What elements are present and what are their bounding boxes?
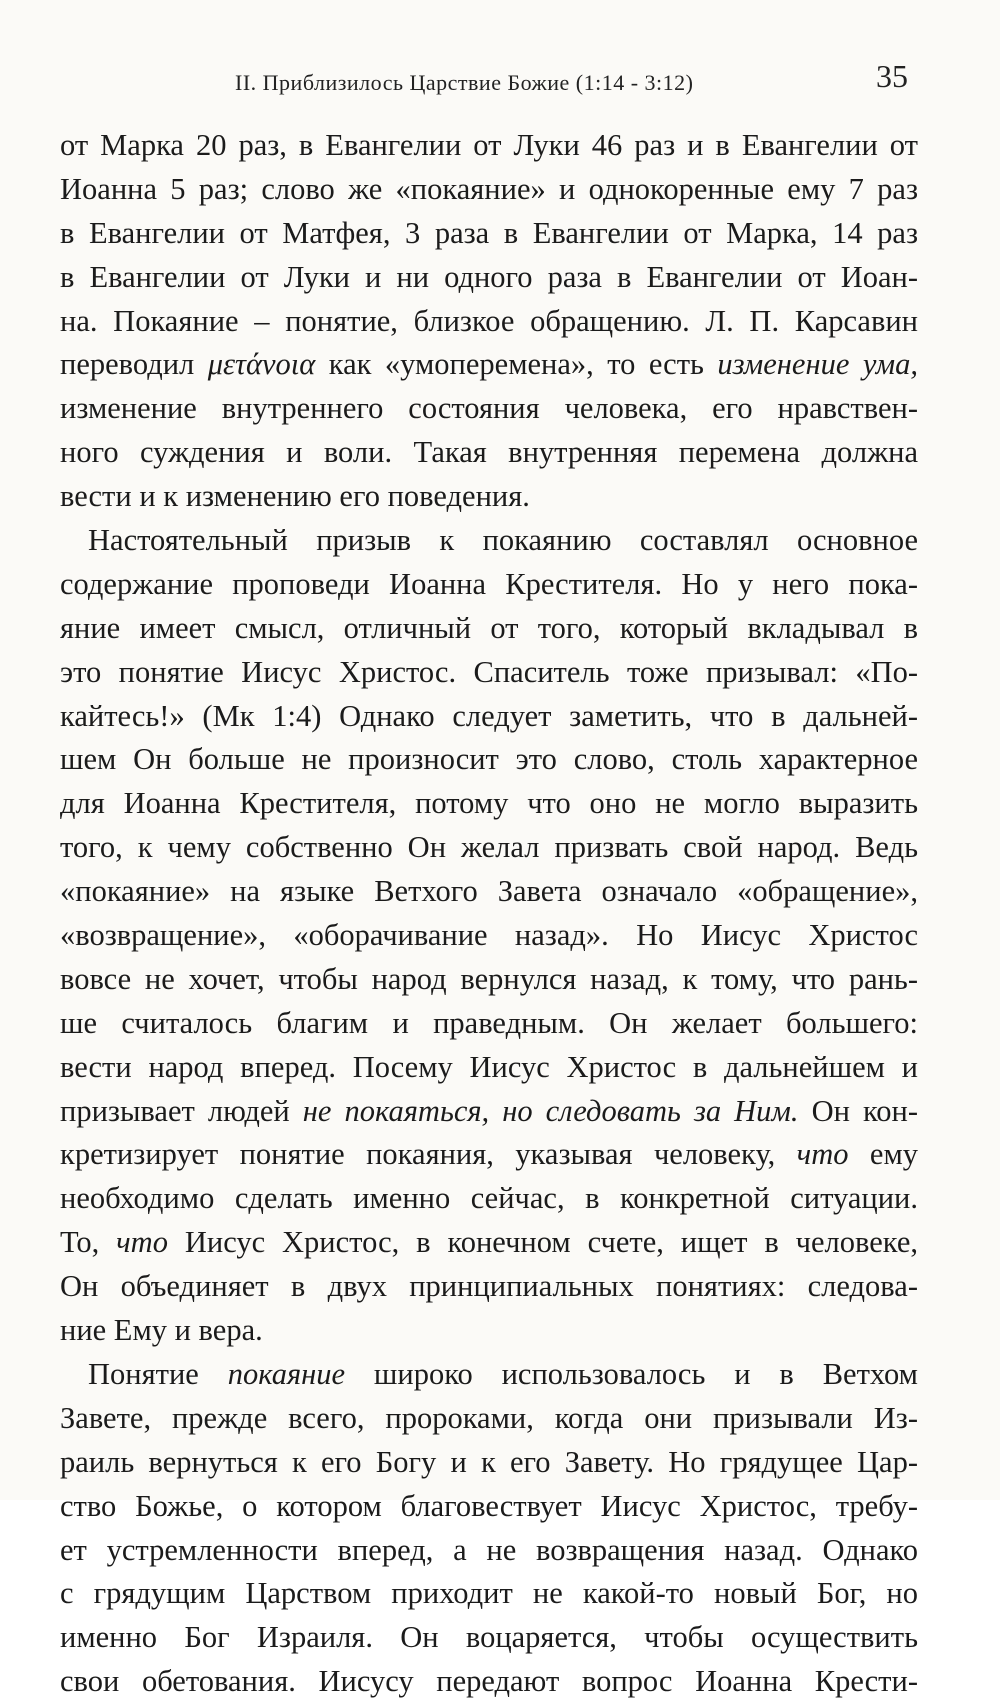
body-text (60, 124, 918, 1704)
page-number: 35 (876, 58, 908, 94)
text-line: «покаяние» на языке Ветхого Завета означало «обращение», (60, 874, 918, 909)
text-line: на. Покаяние – понятие, близкое обращению. Л. П. Карсавин (60, 303, 918, 338)
text-line: содержание проповеди Иоанна Крестителя. Но у него пока- (60, 566, 918, 601)
text-line: ство Божье, о котором благовествует Иисус Христос, требу- (60, 1488, 918, 1523)
text-line: в Евангелии от Матфея, 3 раза в Евангелии от Марка, 14 раз (60, 215, 918, 250)
text-line (60, 1221, 918, 1265)
text-run: кретизирует понятие покаяния, указывая человеку, (60, 1137, 797, 1172)
text-line: для Иоанна Крестителя, потому что оно не могло выразить (60, 786, 918, 821)
italic-word: покаяние (227, 1356, 346, 1391)
text-line: раиль вернуться к его Богу и к его Завету. Но грядущее Цар- (60, 1444, 918, 1479)
text-line: необходимо сделать именно сейчас, в конкретной ситуации. (60, 1181, 918, 1216)
text-line: шем Он больше не произносит это слово, столь характерное (60, 742, 918, 777)
paragraph (60, 519, 918, 1353)
text-line: Он объединяет в двух принципиальных понятиях: следова- (60, 1269, 918, 1304)
text-line: ного суждения и воли. Такая внутренняя перемена должна (60, 435, 918, 470)
text-run: Понятие (88, 1356, 228, 1391)
text-line: кайтесь!» (Мк 1:4) Однако следует заметить, что в дальней- (60, 698, 918, 733)
text-line: ше считалось благим и праведным. Он желает большего: (60, 1005, 918, 1040)
text-line: Иоанна 5 раз; слово же «покаяние» и однокоренные ему 7 раз (60, 171, 918, 206)
text-line: вовсе не хочет, чтобы народ вернулся назад, к тому, что рань- (60, 961, 918, 996)
italic-term: μετάνοια (207, 347, 316, 382)
text-line: в Евангелии от Луки и ни одного раза в Евангелии от Иоан- (60, 259, 918, 294)
italic-word: что (116, 1225, 168, 1260)
text-run: переводил (60, 347, 208, 382)
text-run: широко использовалось и в Ветхом (345, 1356, 918, 1391)
text-line: свои обетования. Иисусу передают вопрос Иоанна Крести- (60, 1664, 918, 1699)
running-title: II. Приблизилось Царствие Божие (1:14 - 3:12) (235, 70, 694, 95)
text-line: изменение внутреннего состояния человека, его нравствен- (60, 391, 918, 426)
paragraph (60, 124, 918, 519)
text-line (60, 1090, 918, 1134)
text-line: «возвращение», «оборачивание назад». Но Иисус Христос (60, 918, 918, 953)
text-run: Иисус Христос, в конечном счете, ищет в человеке, (167, 1225, 918, 1260)
text-run: То, (60, 1225, 117, 1260)
text-line: именно Бог Израиля. Он воцаряется, чтобы осуществить (60, 1620, 918, 1655)
text-line: с грядущим Царством приходит не какой-то новый Бог, но (60, 1576, 918, 1611)
italic-word: что (796, 1137, 849, 1172)
text-run: как «умоперемена», то есть (315, 347, 718, 382)
text-line: вести народ вперед. Посему Иисус Христос в дальнейшем и (60, 1049, 918, 1084)
text-line: того, к чему собственно Он желал призвать свой народ. Ведь (60, 830, 918, 865)
text-line: Завете, прежде всего, пророками, когда они призывали Из- (60, 1400, 918, 1435)
text-line: от Марка 20 раз, в Евангелии от Луки 46 раз и в Евангелии от (60, 128, 918, 162)
text-line (60, 1133, 918, 1177)
paragraph (60, 1353, 918, 1704)
text-run: ему (848, 1137, 918, 1172)
text-line: яние имеет смысл, отличный от того, который вкладывал в (60, 610, 918, 645)
text-line: это понятие Иисус Христос. Спаситель тоже призывал: «По- (60, 654, 918, 689)
text-line (60, 1353, 918, 1397)
italic-phrase: не покаяться, но следовать за Ним. (302, 1093, 799, 1128)
text-run: призывает людей (60, 1093, 303, 1128)
text-line: ет устремленности вперед, а не возвращения назад. Однако (60, 1532, 918, 1567)
text-run: Он кон- (798, 1093, 918, 1128)
italic-term: изменение ума, (717, 347, 918, 382)
text-line (60, 343, 918, 387)
text-line: ние Ему и вера. (60, 1313, 263, 1348)
text-line: Настоятельный призыв к покаянию составлял основное (88, 523, 918, 558)
text-line: вести и к изменению его поведения. (60, 479, 530, 514)
